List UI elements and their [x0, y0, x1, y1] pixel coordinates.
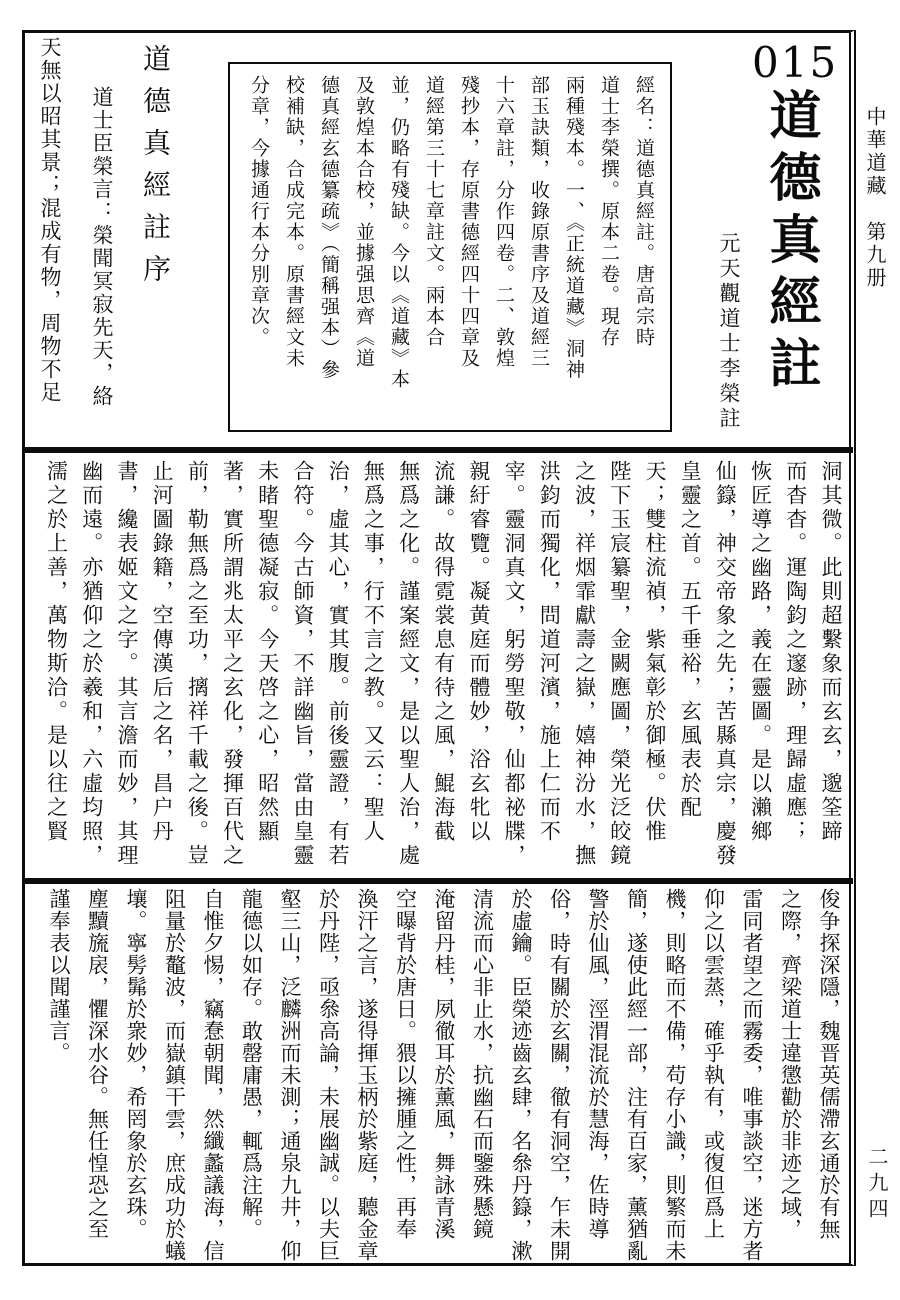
text-column: 無爲之事，行不言之教。又云：聖人	[361, 460, 386, 844]
text-column: 皇靈之首。五千垂裕，玄風表於配	[678, 460, 703, 820]
text-column: 而杳杳。運陶鈞之邃跡，理歸虛應；	[783, 460, 808, 844]
text-column: 分章，今據通行本分別章次。	[248, 75, 269, 348]
text-column: 幽而遠。亦猶仰之於羲和，六虛均照，	[79, 460, 104, 868]
text-column: 俊争探深隱，魏晋英儒滯玄通於有無	[817, 888, 841, 1240]
text-column: 壤。寧髣髴於衆妙，希罔象於玄珠。	[124, 888, 148, 1240]
text-column: 警於仙風，涇渭混流於慧海，佐時導	[586, 888, 610, 1240]
register-bottom-text	[30, 888, 848, 1263]
preface-heading: 道德真經註序	[139, 44, 170, 296]
text-column: 之波，祥烟霏獻壽之嶽，嬉神汾水，撫	[572, 460, 597, 868]
text-column: 仙籙，神交帝象之先；苦縣真宗，慶發	[713, 460, 738, 868]
text-column: 道士臣榮言：榮聞冥寂先天，絡	[90, 86, 114, 408]
text-column: 部玉訣類，收錄原書序及道經三	[528, 75, 549, 369]
text-column: 止河圖錄籍，空傳漢后之名，昌户丹	[150, 460, 175, 844]
text-column: 德真經玄德纂疏》（簡稱强本）參	[318, 75, 339, 381]
author-byline: 元天觀道士李榮註	[717, 232, 741, 432]
text-column: 淹留丹桂，夙徹耳於薰風，舞詠青溪	[432, 888, 456, 1240]
text-column: 塵黷旒扆，懼深水谷。無任惶恐之至	[85, 888, 110, 1240]
text-column: 及敦煌本合校，並據强思齊《道	[353, 75, 374, 369]
text-column: 機，則略而不備，苟存小識，則繁而未	[663, 888, 687, 1262]
text-column: 於虛鑰。臣榮迹齒玄肆，名叅丹籙，漱	[509, 888, 533, 1262]
text-column: 兩種殘本。一、《正統道藏》洞神	[563, 75, 584, 381]
page-number: 二九四	[865, 1146, 887, 1224]
text-column: 校補缺，合成完本。原書經文未	[283, 75, 304, 369]
serial-number: 015	[752, 38, 839, 87]
text-column: 未睹聖德凝寂。今天啓之心，昭然顯	[255, 460, 280, 844]
text-column: 經名：道德真經註。唐高宗時	[633, 75, 654, 348]
text-column: 之際，齊梁道士違懲勸於非迹之域，	[778, 888, 803, 1240]
text-column: 天無以昭其景；混成有物，周物不足	[38, 36, 62, 404]
register-divider-bottom	[22, 878, 853, 884]
series-label: 中華道藏 第九册	[863, 106, 885, 290]
text-column: 洞其微。此則超繫象而玄玄，邈筌蹄	[819, 460, 843, 844]
text-column: 恢匠導之幽路，義在靈圖。是以瀨鄉	[748, 460, 773, 844]
text-column: 宰。靈洞真文，躬勞聖敬，仙都祕牒，	[502, 460, 527, 868]
text-column: 十六章註，分作四卷。二、敦煌	[493, 75, 514, 369]
text-column: 著，實所謂兆太平之玄化，發揮百代之	[220, 460, 245, 868]
text-column: 謹奉表以聞謹言。	[47, 888, 71, 1064]
book-title: 道德真經註	[761, 88, 818, 398]
bibliographic-note-box	[228, 62, 672, 432]
text-column: 道士李榮撰。原本二卷。現存	[598, 75, 619, 348]
text-column: 親紆睿覽。凝黄庭而體妙，浴玄牝以	[466, 460, 491, 844]
text-column: 渙汗之言，遂得揮玉柄於紫庭，聽金章	[355, 888, 379, 1262]
text-column: 空曝背於唐日。猥以擁腫之性，再奉	[393, 888, 418, 1240]
text-column: 陛下玉宸纂聖，金闕應圖，榮光泛皎鏡	[607, 460, 632, 868]
text-column: 無爲之化。謹案經文，是以聖人治，處	[396, 460, 421, 868]
text-column: 書，纔表姬文之字。其言澹而妙，其理	[114, 460, 139, 868]
text-column: 於丹陛，亟叅高論，未展幽誠。以夫巨	[316, 888, 341, 1262]
text-column: 濡之於上善，萬物斯洽。是以往之賢	[44, 460, 69, 844]
text-column: 簡，遂使此經一部，注有百家，薰猶亂	[624, 888, 649, 1262]
text-column: 洪鈞而獨化，問道河濱，施上仁而不	[537, 460, 562, 844]
text-column: 自惟夕惕，竊惷朝聞，然纖蠡議海，信	[201, 888, 225, 1262]
preface-opening-columns	[28, 36, 128, 448]
text-column: 並，仍略有殘缺。今以《道藏》本	[388, 75, 409, 390]
text-column: 清流而心非止水，抗幽石而鑒殊懸鏡	[470, 888, 495, 1240]
text-column: 壑三山，泛麟洲而未測；通泉九井，仰	[278, 888, 302, 1262]
text-column: 阻量於鼇波，而嶽鎮干雲，庶成功於蟻	[162, 888, 187, 1262]
text-column: 俗，時有關於玄關，徹有洞空，乍未開	[547, 888, 572, 1262]
text-column: 天；雙柱流禎，紫氣彰於御極。伏惟	[642, 460, 667, 844]
text-column: 龍德以如存。敢罄庸愚，輒爲注解。	[239, 888, 264, 1240]
text-column: 前，勒無爲之至功，摛祥千載之後。豈	[185, 460, 210, 868]
text-column: 道經第三十七章註文。兩本合	[423, 75, 444, 348]
text-column: 合符。今古師資，不詳幽旨，當由皇靈	[290, 460, 315, 868]
text-column: 流謙。故得霓裳息有待之風，鯤海截	[431, 460, 456, 844]
text-column: 仰之以雲蒸，確乎執有，或復但爲上	[701, 888, 726, 1240]
text-column: 雷同者望之而霧委，唯事談空，迷方者	[740, 888, 764, 1262]
register-divider-top	[22, 447, 853, 453]
register-middle-text	[30, 460, 848, 872]
text-column: 殘抄本，存原書德經四十四章及	[458, 75, 479, 369]
text-column: 治，虛其心，實其腹。前後靈證，有若	[326, 460, 351, 868]
